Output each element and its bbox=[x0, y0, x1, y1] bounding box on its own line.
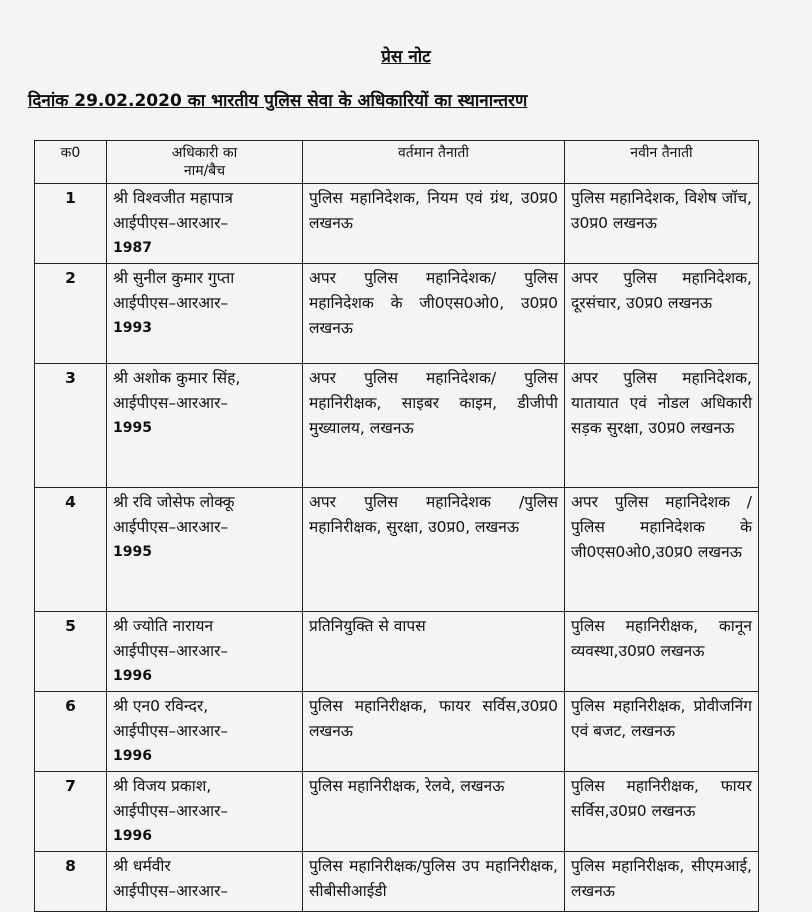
header-officer-name-line2: नाम/बैच bbox=[183, 163, 226, 179]
officer-cell bbox=[107, 852, 303, 912]
new-posting: पुलिस महानिरीक्षक, सीएमआई, लखनऊ bbox=[565, 852, 759, 912]
new-posting: पुलिस महानिरीक्षक, प्रोवीजनिंग एवं बजट, लखनऊ bbox=[565, 692, 759, 772]
officer-batch: 1987 bbox=[113, 240, 152, 256]
officer-batch: 1993 bbox=[113, 320, 152, 336]
header-officer-name-line1: अधिकारी का bbox=[171, 145, 238, 161]
officer-batch: 1996 bbox=[113, 748, 152, 764]
new-posting: पुलिस महानिदेशक, विशेष जॉच, उ0प्र0 लखनऊ bbox=[565, 184, 759, 264]
current-posting: पुलिस महानिरीक्षक, रेलवे, लखनऊ bbox=[303, 772, 565, 852]
officer-cell bbox=[107, 488, 303, 612]
officer-service: आईपीएस–आरआर– bbox=[113, 518, 229, 536]
row-serial-no: 2 bbox=[35, 264, 107, 364]
new-posting: अपर पुलिस महानिदेशक / पुलिस महानिदेशक के जी0एस0ओ0,उ0प्र0 लखनऊ bbox=[565, 488, 759, 612]
officer-name: श्री विश्वजीत महापात्र bbox=[113, 189, 233, 207]
new-posting: अपर पुलिस महानिदेशक, दूरसंचार, उ0प्र0 लखनऊ bbox=[565, 264, 759, 364]
officer-name: श्री सुनील कुमार गुप्ता bbox=[113, 269, 235, 287]
row-serial-no: 3 bbox=[35, 364, 107, 488]
officer-name: श्री धर्मवीर bbox=[113, 857, 171, 875]
new-posting: अपर पुलिस महानिदेशक, यातायात एवं नोडल अधिकारी सड़क सुरक्षा, उ0प्र0 लखनऊ bbox=[565, 364, 759, 488]
officer-service: आईपीएस–आरआर– bbox=[113, 642, 229, 660]
officer-service: आईपीएस–आरआर– bbox=[113, 882, 229, 900]
officer-batch: 1996 bbox=[113, 828, 152, 844]
table-row bbox=[35, 364, 759, 488]
officer-cell bbox=[107, 772, 303, 852]
officer-cell bbox=[107, 612, 303, 692]
officer-batch: 1995 bbox=[113, 420, 152, 436]
officer-service: आईपीएस–आरआर– bbox=[113, 394, 229, 412]
officer-name: श्री रवि जोसेफ लोक्कू bbox=[113, 493, 235, 511]
new-posting: पुलिस महानिरीक्षक, फायर सर्विस,उ0प्र0 लखनऊ bbox=[565, 772, 759, 852]
current-posting: अपर पुलिस महानिदेशक /पुलिस महानिरीक्षक, सुरक्षा, उ0प्र0, लखनऊ bbox=[303, 488, 565, 612]
officer-name: श्री एन0 रविन्दर, bbox=[113, 697, 209, 715]
press-note-title bbox=[0, 44, 812, 67]
current-posting: अपर पुलिस महानिदेशक/ पुलिस महानिरीक्षक, साइबर काइम, डीजीपी मुख्यालय, लखनऊ bbox=[303, 364, 565, 488]
table-row bbox=[35, 852, 759, 912]
table-row bbox=[35, 692, 759, 772]
current-posting: पुलिस महानिरीक्षक, फायर सर्विस,उ0प्र0 लखनऊ bbox=[303, 692, 565, 772]
current-posting: पुलिस महानिरीक्षक/पुलिस उप महानिरीक्षक, सीबीसीआईडी bbox=[303, 852, 565, 912]
officer-name: श्री विजय प्रकाश, bbox=[113, 777, 212, 795]
table-row bbox=[35, 488, 759, 612]
officer-service: आईपीएस–आरआर– bbox=[113, 722, 229, 740]
current-posting: पुलिस महानिदेशक, नियम एवं ग्रंथ, उ0प्र0 लखनऊ bbox=[303, 184, 565, 264]
officer-service: आईपीएस–आरआर– bbox=[113, 214, 229, 232]
current-posting: प्रतिनियुक्ति से वापस bbox=[303, 612, 565, 692]
header-officer-name bbox=[107, 141, 303, 184]
officer-name: श्री ज्योति नारायन bbox=[113, 617, 214, 635]
officer-cell bbox=[107, 264, 303, 364]
header-new-posting: नवीन तैनाती bbox=[565, 141, 759, 184]
table-row bbox=[35, 612, 759, 692]
table-row bbox=[35, 184, 759, 264]
row-serial-no: 6 bbox=[35, 692, 107, 772]
transfer-subtitle: दिनांक 29.02.2020 का भारतीय पुलिस सेवा के अधिकारियों का स्थानान्तरण bbox=[28, 91, 528, 111]
officer-service: आईपीएस–आरआर– bbox=[113, 294, 229, 312]
row-serial-no: 5 bbox=[35, 612, 107, 692]
transfer-table bbox=[34, 140, 759, 912]
table-row bbox=[35, 772, 759, 852]
officer-batch: 1996 bbox=[113, 668, 152, 684]
officer-name: श्री अशोक कुमार सिंह, bbox=[113, 369, 241, 387]
table-row bbox=[35, 264, 759, 364]
current-posting: अपर पुलिस महानिदेशक/ पुलिस महानिदेशक के जी0एस0ओ0, उ0प्र0 लखनऊ bbox=[303, 264, 565, 364]
header-serial-no: क0 bbox=[35, 141, 107, 184]
officer-cell bbox=[107, 364, 303, 488]
new-posting: पुलिस महानिरीक्षक, कानून व्यवस्था,उ0प्र0 लखनऊ bbox=[565, 612, 759, 692]
header-current-posting: वर्तमान तैनाती bbox=[303, 141, 565, 184]
officer-batch: 1995 bbox=[113, 544, 152, 560]
title-text: प्रेस नोट bbox=[381, 47, 431, 67]
table-header-row bbox=[35, 141, 759, 184]
row-serial-no: 1 bbox=[35, 184, 107, 264]
row-serial-no: 4 bbox=[35, 488, 107, 612]
row-serial-no: 8 bbox=[35, 852, 107, 912]
officer-cell bbox=[107, 184, 303, 264]
officer-service: आईपीएस–आरआर– bbox=[113, 802, 229, 820]
row-serial-no: 7 bbox=[35, 772, 107, 852]
officer-cell bbox=[107, 692, 303, 772]
